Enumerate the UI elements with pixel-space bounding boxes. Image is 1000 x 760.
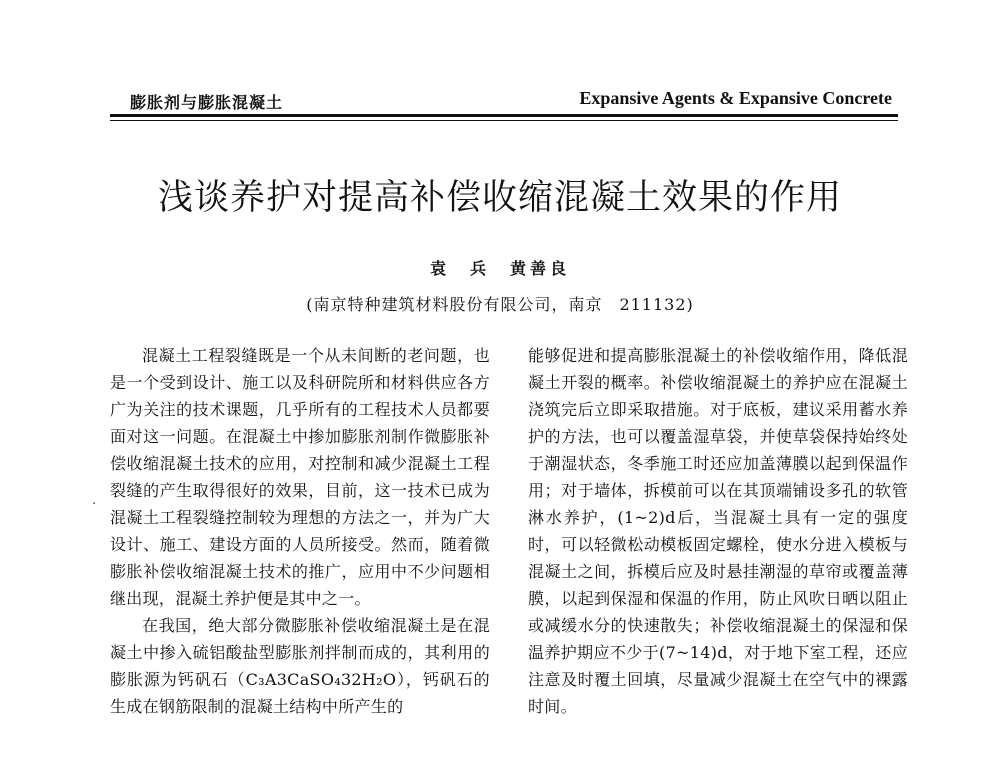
margin-mark: · (92, 496, 97, 512)
header-rule-thin (110, 120, 898, 121)
paragraph: 在我国，绝大部分微膨胀补偿收缩混凝土是在混凝土中掺入硫铝酸盐型膨胀剂拌制而成的，其利用的膨胀源为钙矾石（C₃A3CaSO₄32H₂O），钙矾石的生成在钢筋限制的混凝土结构中所产生的 (110, 616, 490, 716)
article-affiliation: (南京特种建筑材料股份有限公司，南京 211132) (306, 295, 694, 314)
paragraph-continued: 能够促进和提高膨胀混凝土的补偿收缩作用，降低混凝土开裂的概率。补偿收缩混凝土的养护应在混凝土浇筑完后立即采取措施。对于底板，建议采用蓄水养护的方法，也可以覆盖湿草袋，并使草袋保持始终处于潮湿状态，冬季施工时还应加盖薄膜以起到保温作用；对于墙体，拆模前可以在其顶端铺设多孔的软管淋水养护，(1~2)d后，当混凝土具有一定的强度时，可以轻微松动模板固定螺栓，使水分进入模板与混凝土之间，拆模后应及时悬挂潮湿的草帘或覆盖薄膜，以起到保湿和保温的作用，防止风吹日晒以阻止或减缓水分的快速散失；补偿收缩混凝土的保湿和保温养护期应不少于(7~14)d，对于地下室工程，还应注意及时覆土回填，尽量减少混凝土在空气中的裸露时间。 (528, 346, 908, 716)
left-column (110, 342, 490, 720)
paragraph: 混凝土工程裂缝既是一个从未间断的老问题，也是一个受到设计、施工以及科研院所和材料供应各方广为关注的技术课题，几乎所有的工程技术人员都要面对这一问题。在混凝土中掺加膨胀剂制作微膨胀补偿收缩混凝土技术的应用，对控制和减少混凝土工程裂缝的产生取得很好的效果，目前，这一技术已成为混凝土工程裂缝控制较为理想的方法之一，并为广大设计、施工、建设方面的人员所接受。然而，随着微膨胀补偿收缩混凝土技术的推广，应用中不少问题相继出现，混凝土养护便是其中之一。 (110, 346, 490, 608)
running-header (110, 86, 896, 110)
header-rule-thick (110, 114, 898, 117)
article-title: 浅谈养护对提高补偿收缩混凝土效果的作用 (157, 178, 842, 218)
header-section-en: Expansive Agents & Expansive Concrete (579, 88, 892, 108)
header-section-cn: 膨胀剂与膨胀混凝土 (130, 93, 284, 112)
right-column (528, 342, 908, 720)
article-authors: 袁 兵 黄善良 (429, 259, 570, 278)
